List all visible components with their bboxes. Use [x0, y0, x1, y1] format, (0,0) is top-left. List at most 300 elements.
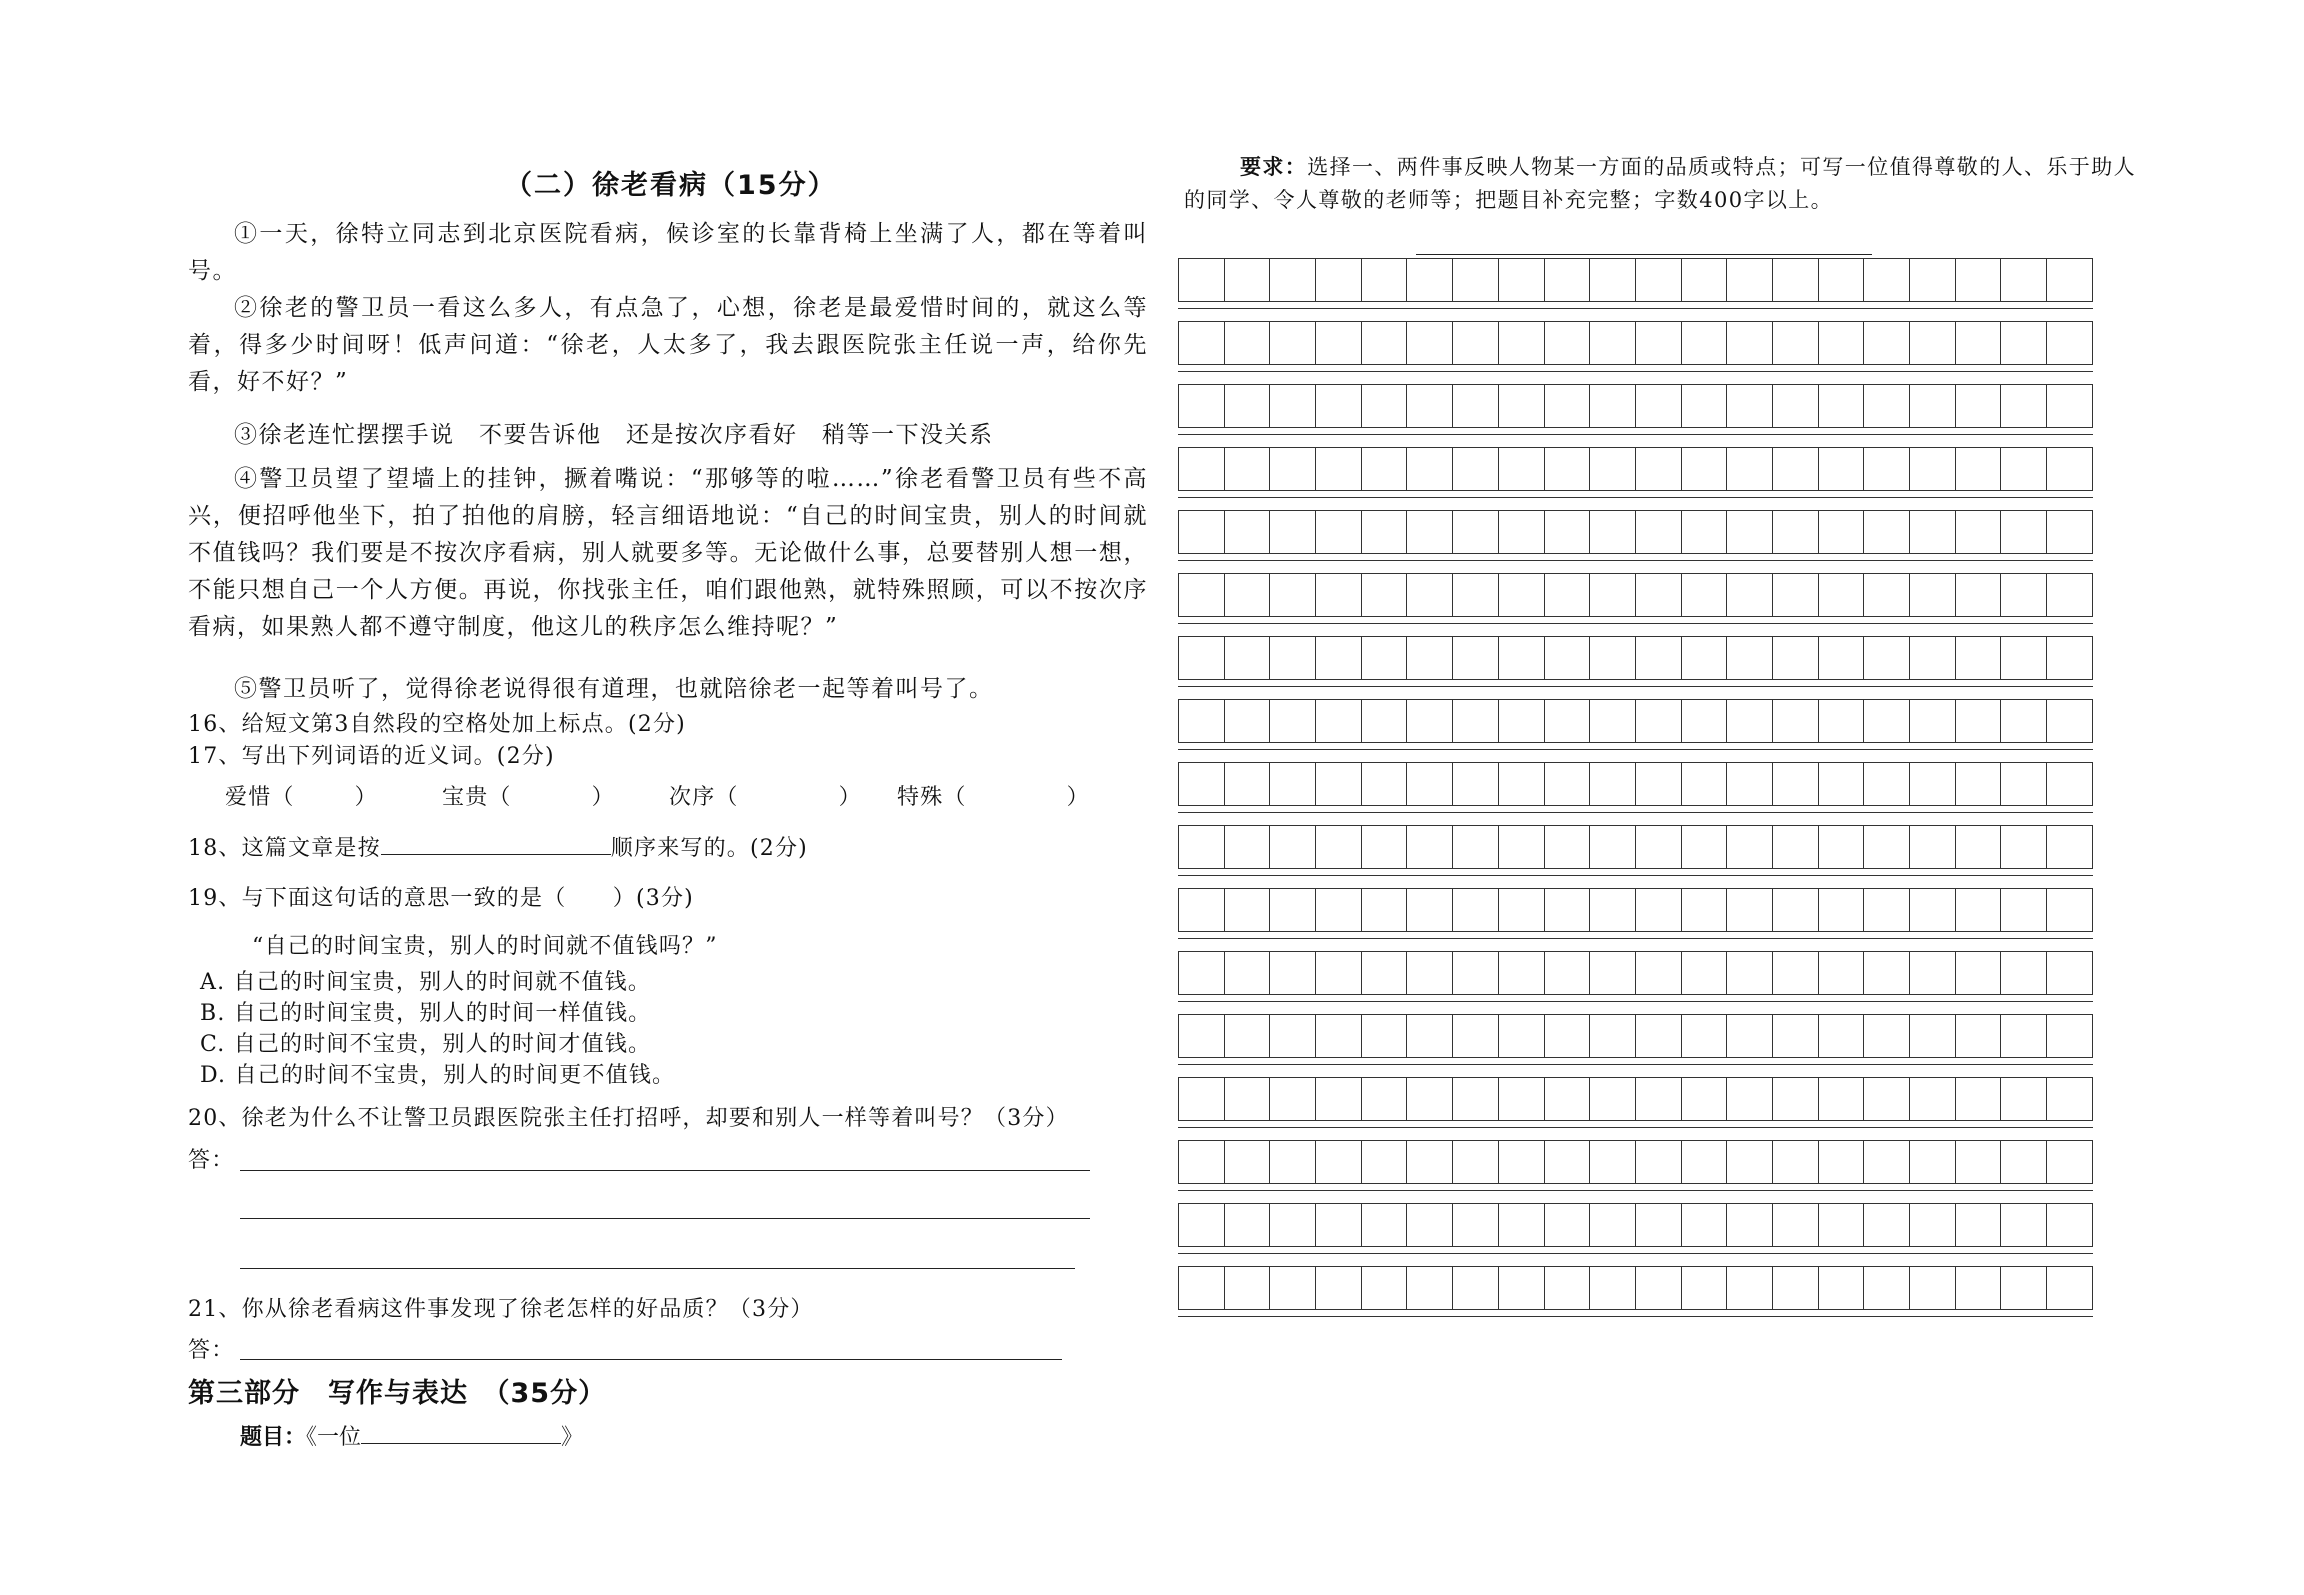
grid-cell[interactable] [1590, 636, 1636, 680]
grid-cell[interactable] [2001, 636, 2047, 680]
grid-cell[interactable] [1727, 321, 1773, 365]
grid-cell[interactable] [1179, 321, 1225, 365]
grid-cell[interactable] [1682, 1077, 1728, 1121]
grid-cell[interactable] [1179, 1014, 1225, 1058]
grid-cell[interactable] [1453, 321, 1499, 365]
grid-cell[interactable] [1636, 888, 1682, 932]
grid-cell[interactable] [1773, 762, 1819, 806]
grid-cell[interactable] [1727, 447, 1773, 491]
grid-cell[interactable] [1819, 699, 1865, 743]
grid-cell[interactable] [1590, 1014, 1636, 1058]
grid-cell[interactable] [1545, 636, 1591, 680]
grid-cell[interactable] [1225, 384, 1271, 428]
grid-cell[interactable] [1453, 384, 1499, 428]
grid-cell[interactable] [1910, 951, 1956, 995]
grid-cell[interactable] [1727, 1014, 1773, 1058]
grid-cell[interactable] [1636, 573, 1682, 617]
grid-cell[interactable] [1453, 258, 1499, 302]
grid-cell[interactable] [1910, 762, 1956, 806]
grid-cell[interactable] [1636, 510, 1682, 554]
grid-cell[interactable] [1682, 825, 1728, 869]
grid-cell[interactable] [1682, 384, 1728, 428]
grid-cell[interactable] [2001, 825, 2047, 869]
grid-cell[interactable] [1453, 1077, 1499, 1121]
grid-cell[interactable] [1956, 636, 2002, 680]
grid-cell[interactable] [1225, 510, 1271, 554]
grid-cell[interactable] [1956, 1077, 2002, 1121]
grid-cell[interactable] [1545, 447, 1591, 491]
grid-cell[interactable] [1179, 447, 1225, 491]
grid-cell[interactable] [1956, 1014, 2002, 1058]
grid-cell[interactable] [1682, 888, 1728, 932]
grid-cell[interactable] [1270, 762, 1316, 806]
grid-cell[interactable] [2047, 888, 2093, 932]
grid-cell[interactable] [1682, 573, 1728, 617]
grid-cell[interactable] [1590, 1140, 1636, 1184]
grid-cell[interactable] [2001, 573, 2047, 617]
grid-cell[interactable] [2047, 510, 2093, 554]
grid-cell[interactable] [1773, 510, 1819, 554]
grid-cell[interactable] [1864, 1140, 1910, 1184]
grid-cell[interactable] [1682, 699, 1728, 743]
grid-cell[interactable] [1727, 888, 1773, 932]
grid-cell[interactable] [1362, 510, 1408, 554]
grid-cell[interactable] [1225, 321, 1271, 365]
grid-cell[interactable] [1225, 762, 1271, 806]
grid-cell[interactable] [1499, 762, 1545, 806]
grid-cell[interactable] [1453, 573, 1499, 617]
grid-cell[interactable] [1819, 321, 1865, 365]
grid-cell[interactable] [1499, 447, 1545, 491]
grid-cell[interactable] [2001, 384, 2047, 428]
grid-cell[interactable] [1956, 1266, 2002, 1310]
grid-cell[interactable] [1956, 1140, 2002, 1184]
grid-cell[interactable] [1225, 1077, 1271, 1121]
grid-cell[interactable] [1910, 888, 1956, 932]
grid-cell[interactable] [1864, 1014, 1910, 1058]
grid-cell[interactable] [1499, 1140, 1545, 1184]
grid-cell[interactable] [1864, 258, 1910, 302]
grid-cell[interactable] [1682, 321, 1728, 365]
grid-cell[interactable] [1590, 1266, 1636, 1310]
grid-cell[interactable] [1316, 573, 1362, 617]
grid-cell[interactable] [2001, 1266, 2047, 1310]
grid-cell[interactable] [1407, 258, 1453, 302]
grid-cell[interactable] [1362, 888, 1408, 932]
grid-cell[interactable] [2047, 762, 2093, 806]
grid-cell[interactable] [1590, 321, 1636, 365]
grid-cell[interactable] [1910, 510, 1956, 554]
grid-cell[interactable] [1499, 573, 1545, 617]
grid-cell[interactable] [1179, 384, 1225, 428]
grid-cell[interactable] [1362, 384, 1408, 428]
grid-cell[interactable] [1407, 1266, 1453, 1310]
grid-cell[interactable] [1545, 762, 1591, 806]
grid-cell[interactable] [1773, 384, 1819, 428]
grid-cell[interactable] [1682, 1266, 1728, 1310]
grid-cell[interactable] [1179, 699, 1225, 743]
grid-cell[interactable] [1636, 825, 1682, 869]
grid-cell[interactable] [2047, 1077, 2093, 1121]
grid-cell[interactable] [1270, 825, 1316, 869]
grid-cell[interactable] [1270, 1203, 1316, 1247]
grid-cell[interactable] [1179, 762, 1225, 806]
grid-cell[interactable] [1179, 636, 1225, 680]
grid-cell[interactable] [1864, 447, 1910, 491]
grid-cell[interactable] [1545, 258, 1591, 302]
title-line[interactable] [1416, 254, 1872, 255]
grid-cell[interactable] [1499, 321, 1545, 365]
grid-cell[interactable] [1545, 384, 1591, 428]
grid-cell[interactable] [2001, 510, 2047, 554]
grid-cell[interactable] [1407, 510, 1453, 554]
grid-cell[interactable] [1362, 636, 1408, 680]
grid-cell[interactable] [1910, 825, 1956, 869]
grid-cell[interactable] [1453, 888, 1499, 932]
grid-cell[interactable] [1819, 762, 1865, 806]
grid-cell[interactable] [1819, 1140, 1865, 1184]
q18-blank[interactable] [381, 832, 611, 855]
grid-cell[interactable] [1773, 1014, 1819, 1058]
grid-cell[interactable] [1956, 762, 2002, 806]
grid-cell[interactable] [1636, 1014, 1682, 1058]
grid-cell[interactable] [1819, 510, 1865, 554]
grid-cell[interactable] [1636, 447, 1682, 491]
grid-cell[interactable] [1864, 384, 1910, 428]
grid-cell[interactable] [2001, 321, 2047, 365]
grid-cell[interactable] [1727, 1203, 1773, 1247]
grid-cell[interactable] [1910, 1014, 1956, 1058]
grid-cell[interactable] [1453, 1140, 1499, 1184]
grid-cell[interactable] [1545, 1014, 1591, 1058]
grid-cell[interactable] [1499, 1077, 1545, 1121]
grid-cell[interactable] [1864, 321, 1910, 365]
grid-cell[interactable] [1682, 762, 1728, 806]
grid-cell[interactable] [1270, 573, 1316, 617]
grid-cell[interactable] [1362, 1140, 1408, 1184]
grid-cell[interactable] [1453, 951, 1499, 995]
grid-cell[interactable] [1179, 888, 1225, 932]
option-d[interactable]: D. 自己的时间不宝贵，别人的时间更不值钱。 [200, 1063, 676, 1088]
grid-cell[interactable] [1682, 636, 1728, 680]
grid-cell[interactable] [2047, 699, 2093, 743]
grid-cell[interactable] [1225, 951, 1271, 995]
grid-cell[interactable] [1316, 321, 1362, 365]
grid-cell[interactable] [1636, 1203, 1682, 1247]
grid-cell[interactable] [1545, 699, 1591, 743]
grid-cell[interactable] [1956, 447, 2002, 491]
q20-answer-line-1[interactable] [240, 1170, 1090, 1171]
grid-cell[interactable] [1453, 1014, 1499, 1058]
grid-cell[interactable] [1910, 384, 1956, 428]
grid-cell[interactable] [2047, 573, 2093, 617]
grid-cell[interactable] [2001, 762, 2047, 806]
grid-cell[interactable] [1362, 762, 1408, 806]
grid-cell[interactable] [1545, 951, 1591, 995]
grid-cell[interactable] [1270, 258, 1316, 302]
grid-cell[interactable] [1270, 1266, 1316, 1310]
grid-cell[interactable] [2001, 888, 2047, 932]
grid-cell[interactable] [1727, 573, 1773, 617]
grid-cell[interactable] [1179, 825, 1225, 869]
grid-cell[interactable] [1316, 1140, 1362, 1184]
grid-cell[interactable] [1453, 1203, 1499, 1247]
grid-cell[interactable] [1682, 951, 1728, 995]
grid-cell[interactable] [1407, 321, 1453, 365]
grid-cell[interactable] [1407, 825, 1453, 869]
grid-cell[interactable] [1499, 699, 1545, 743]
grid-cell[interactable] [1270, 1014, 1316, 1058]
grid-cell[interactable] [1453, 825, 1499, 869]
grid-cell[interactable] [1956, 258, 2002, 302]
grid-cell[interactable] [1682, 1203, 1728, 1247]
grid-cell[interactable] [1590, 825, 1636, 869]
grid-cell[interactable] [1179, 258, 1225, 302]
grid-cell[interactable] [1773, 1203, 1819, 1247]
grid-cell[interactable] [1362, 573, 1408, 617]
grid-cell[interactable] [1819, 258, 1865, 302]
grid-cell[interactable] [1316, 636, 1362, 680]
grid-cell[interactable] [1225, 699, 1271, 743]
grid-cell[interactable] [2047, 1266, 2093, 1310]
grid-cell[interactable] [1225, 1014, 1271, 1058]
grid-cell[interactable] [1407, 1014, 1453, 1058]
grid-cell[interactable] [2001, 1077, 2047, 1121]
grid-cell[interactable] [1270, 510, 1316, 554]
grid-cell[interactable] [1773, 447, 1819, 491]
grid-cell[interactable] [1362, 447, 1408, 491]
grid-cell[interactable] [1636, 384, 1682, 428]
grid-cell[interactable] [1727, 636, 1773, 680]
grid-cell[interactable] [1499, 1266, 1545, 1310]
grid-cell[interactable] [1590, 384, 1636, 428]
grid-cell[interactable] [1407, 636, 1453, 680]
grid-cell[interactable] [1362, 258, 1408, 302]
grid-cell[interactable] [1956, 951, 2002, 995]
grid-cell[interactable] [2047, 825, 2093, 869]
grid-cell[interactable] [1362, 1014, 1408, 1058]
grid-cell[interactable] [1453, 447, 1499, 491]
option-b[interactable]: B. 自己的时间宝贵，别人的时间一样值钱。 [200, 1001, 652, 1026]
grid-cell[interactable] [1864, 825, 1910, 869]
grid-cell[interactable] [1545, 510, 1591, 554]
grid-cell[interactable] [1499, 258, 1545, 302]
grid-cell[interactable] [1956, 699, 2002, 743]
grid-cell[interactable] [2047, 1203, 2093, 1247]
grid-cell[interactable] [1407, 888, 1453, 932]
grid-cell[interactable] [1956, 825, 2002, 869]
grid-cell[interactable] [2047, 951, 2093, 995]
grid-cell[interactable] [1773, 636, 1819, 680]
grid-cell[interactable] [1590, 888, 1636, 932]
grid-cell[interactable] [1362, 825, 1408, 869]
grid-cell[interactable] [1956, 384, 2002, 428]
q21-answer-line[interactable] [240, 1359, 1062, 1360]
grid-cell[interactable] [1864, 573, 1910, 617]
grid-cell[interactable] [1590, 1203, 1636, 1247]
grid-cell[interactable] [1225, 1140, 1271, 1184]
grid-cell[interactable] [1636, 636, 1682, 680]
grid-cell[interactable] [1453, 762, 1499, 806]
grid-cell[interactable] [1270, 384, 1316, 428]
grid-cell[interactable] [1590, 447, 1636, 491]
grid-cell[interactable] [1819, 636, 1865, 680]
grid-cell[interactable] [2001, 1203, 2047, 1247]
grid-cell[interactable] [1819, 825, 1865, 869]
grid-cell[interactable] [1499, 636, 1545, 680]
grid-cell[interactable] [2047, 636, 2093, 680]
grid-cell[interactable] [1453, 1266, 1499, 1310]
grid-cell[interactable] [1590, 951, 1636, 995]
grid-cell[interactable] [1590, 1077, 1636, 1121]
grid-cell[interactable] [1956, 510, 2002, 554]
grid-cell[interactable] [1727, 699, 1773, 743]
grid-cell[interactable] [1773, 1266, 1819, 1310]
grid-cell[interactable] [1727, 762, 1773, 806]
grid-cell[interactable] [1225, 825, 1271, 869]
grid-cell[interactable] [1545, 321, 1591, 365]
grid-cell[interactable] [1864, 762, 1910, 806]
grid-cell[interactable] [1682, 447, 1728, 491]
grid-cell[interactable] [1407, 951, 1453, 995]
grid-cell[interactable] [1910, 447, 1956, 491]
grid-cell[interactable] [1316, 1077, 1362, 1121]
grid-cell[interactable] [1727, 258, 1773, 302]
grid-cell[interactable] [1362, 321, 1408, 365]
grid-cell[interactable] [1270, 1140, 1316, 1184]
grid-cell[interactable] [2047, 321, 2093, 365]
grid-cell[interactable] [1316, 1266, 1362, 1310]
grid-cell[interactable] [1727, 1077, 1773, 1121]
grid-cell[interactable] [2047, 447, 2093, 491]
grid-cell[interactable] [1773, 573, 1819, 617]
grid-cell[interactable] [2001, 258, 2047, 302]
grid-cell[interactable] [1545, 1077, 1591, 1121]
grid-cell[interactable] [1225, 573, 1271, 617]
grid-cell[interactable] [1270, 1077, 1316, 1121]
grid-cell[interactable] [1270, 447, 1316, 491]
grid-cell[interactable] [1636, 951, 1682, 995]
grid-cell[interactable] [1956, 888, 2002, 932]
grid-cell[interactable] [1545, 573, 1591, 617]
grid-cell[interactable] [1270, 321, 1316, 365]
grid-cell[interactable] [1819, 951, 1865, 995]
grid-cell[interactable] [1453, 699, 1499, 743]
grid-cell[interactable] [1499, 510, 1545, 554]
grid-cell[interactable] [1270, 699, 1316, 743]
grid-cell[interactable] [1225, 888, 1271, 932]
grid-cell[interactable] [1362, 1077, 1408, 1121]
grid-cell[interactable] [1316, 1014, 1362, 1058]
grid-cell[interactable] [1727, 951, 1773, 995]
grid-cell[interactable] [1773, 258, 1819, 302]
grid-cell[interactable] [1864, 1203, 1910, 1247]
grid-cell[interactable] [1819, 888, 1865, 932]
grid-cell[interactable] [1910, 636, 1956, 680]
grid-cell[interactable] [1270, 951, 1316, 995]
grid-cell[interactable] [2001, 699, 2047, 743]
grid-cell[interactable] [1453, 636, 1499, 680]
grid-cell[interactable] [1727, 1266, 1773, 1310]
grid-cell[interactable] [1362, 699, 1408, 743]
grid-cell[interactable] [1910, 1140, 1956, 1184]
grid-cell[interactable] [2047, 1140, 2093, 1184]
topic-blank[interactable] [361, 1421, 561, 1444]
grid-cell[interactable] [1316, 762, 1362, 806]
grid-cell[interactable] [1499, 1203, 1545, 1247]
grid-cell[interactable] [1316, 510, 1362, 554]
grid-cell[interactable] [1407, 1140, 1453, 1184]
q20-answer-line-2[interactable] [240, 1218, 1090, 1219]
grid-cell[interactable] [2047, 384, 2093, 428]
grid-cell[interactable] [1407, 1203, 1453, 1247]
grid-cell[interactable] [1682, 1014, 1728, 1058]
grid-cell[interactable] [1316, 699, 1362, 743]
grid-cell[interactable] [1727, 384, 1773, 428]
grid-cell[interactable] [1819, 1077, 1865, 1121]
grid-cell[interactable] [1316, 384, 1362, 428]
grid-cell[interactable] [1179, 951, 1225, 995]
grid-cell[interactable] [1545, 1140, 1591, 1184]
grid-cell[interactable] [1727, 1140, 1773, 1184]
grid-cell[interactable] [2001, 1140, 2047, 1184]
grid-cell[interactable] [1956, 573, 2002, 617]
grid-cell[interactable] [1773, 1140, 1819, 1184]
grid-cell[interactable] [1636, 1140, 1682, 1184]
grid-cell[interactable] [1910, 321, 1956, 365]
grid-cell[interactable] [1819, 384, 1865, 428]
grid-cell[interactable] [1453, 510, 1499, 554]
grid-cell[interactable] [1636, 1077, 1682, 1121]
grid-cell[interactable] [1545, 1266, 1591, 1310]
grid-cell[interactable] [1499, 825, 1545, 869]
grid-cell[interactable] [1819, 447, 1865, 491]
grid-cell[interactable] [1225, 447, 1271, 491]
grid-cell[interactable] [1270, 888, 1316, 932]
grid-cell[interactable] [1499, 384, 1545, 428]
grid-cell[interactable] [1636, 258, 1682, 302]
grid-cell[interactable] [1864, 1077, 1910, 1121]
option-c[interactable]: C. 自己的时间不宝贵，别人的时间才值钱。 [200, 1032, 652, 1057]
q20-answer-line-3[interactable] [240, 1268, 1075, 1269]
grid-cell[interactable] [1316, 258, 1362, 302]
grid-cell[interactable] [1727, 510, 1773, 554]
grid-cell[interactable] [1179, 573, 1225, 617]
grid-cell[interactable] [1819, 1203, 1865, 1247]
grid-cell[interactable] [1362, 951, 1408, 995]
grid-cell[interactable] [1773, 825, 1819, 869]
grid-cell[interactable] [1407, 1077, 1453, 1121]
grid-cell[interactable] [1910, 573, 1956, 617]
grid-cell[interactable] [1407, 699, 1453, 743]
grid-cell[interactable] [1545, 825, 1591, 869]
grid-cell[interactable] [1636, 1266, 1682, 1310]
grid-cell[interactable] [1682, 1140, 1728, 1184]
grid-cell[interactable] [1590, 510, 1636, 554]
grid-cell[interactable] [1225, 258, 1271, 302]
grid-cell[interactable] [1590, 762, 1636, 806]
option-a[interactable]: A. 自己的时间宝贵，别人的时间就不值钱。 [200, 970, 652, 995]
grid-cell[interactable] [1910, 1203, 1956, 1247]
grid-cell[interactable] [1590, 258, 1636, 302]
writing-grid[interactable] [1178, 258, 2093, 1329]
grid-cell[interactable] [2047, 1014, 2093, 1058]
grid-cell[interactable] [1773, 888, 1819, 932]
grid-cell[interactable] [1545, 888, 1591, 932]
grid-cell[interactable] [1270, 636, 1316, 680]
grid-cell[interactable] [1316, 951, 1362, 995]
grid-cell[interactable] [1773, 951, 1819, 995]
